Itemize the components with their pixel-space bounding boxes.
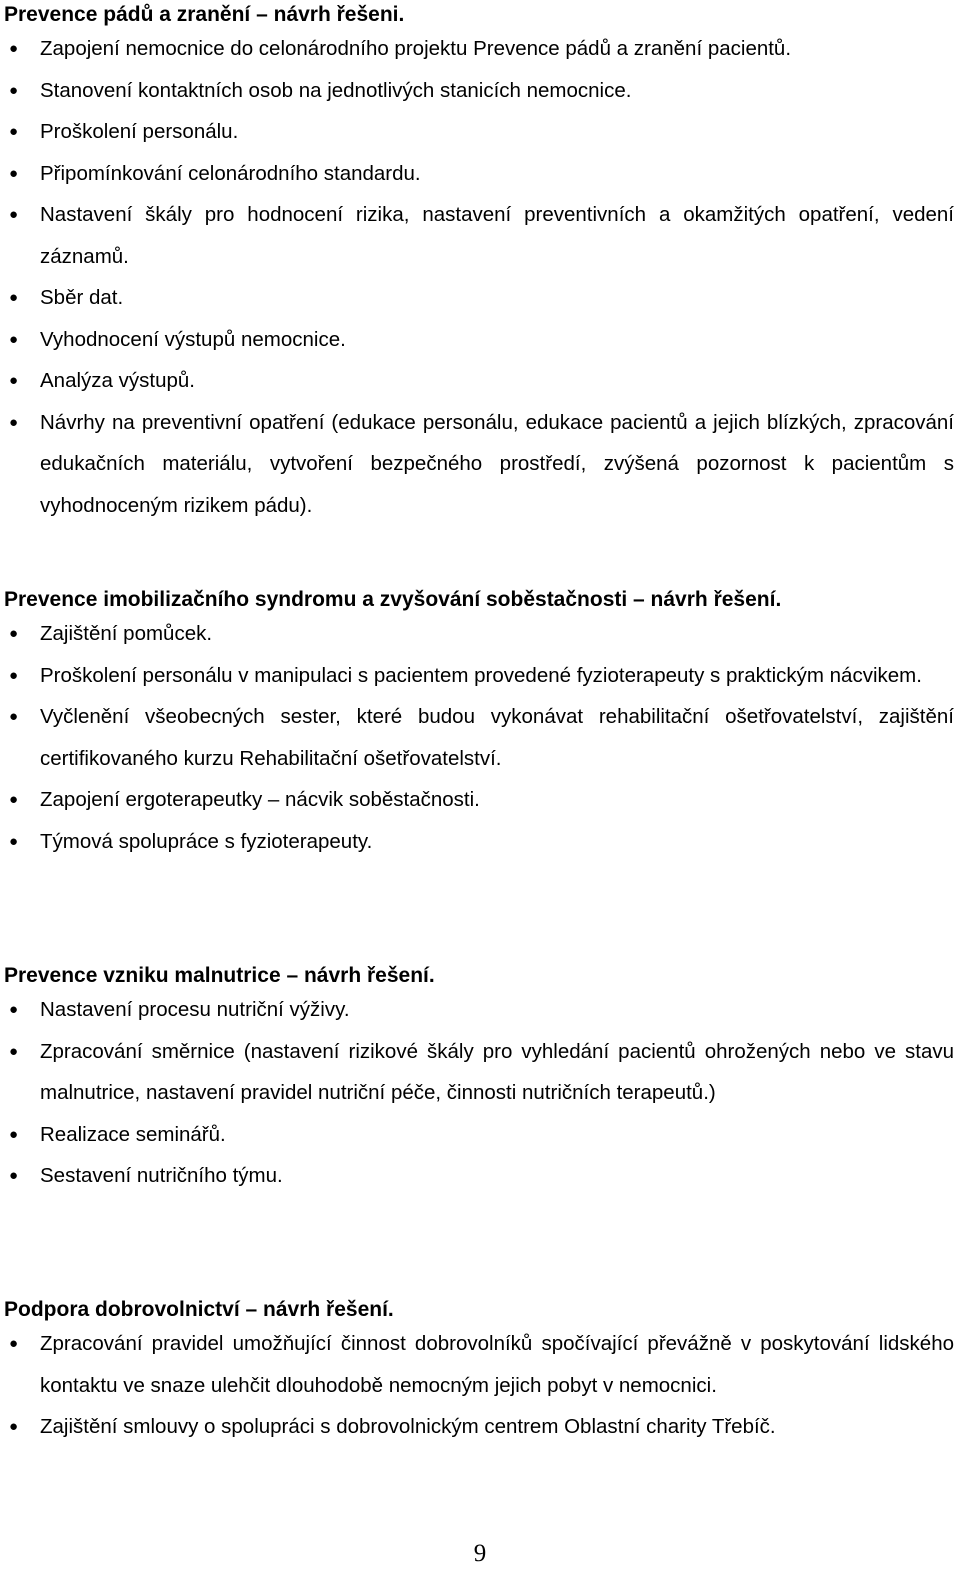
section-heading: Prevence imobilizačního syndromu a zvyšování soběstačnosti – návrh řešení. [4, 588, 782, 611]
bullet-list [4, 613, 954, 862]
list-item [4, 402, 954, 527]
list-item [4, 28, 954, 70]
list-item-text: Sběr dat. [40, 286, 124, 309]
bullet-icon: ● [9, 372, 19, 389]
section-heading: Prevence vzniku malnutrice – návrh řešení. [4, 964, 435, 987]
bullet-list [4, 989, 954, 1197]
list-item [4, 779, 954, 821]
list-item-text: Proškolení personálu v manipulaci s pacientem provedené fyzioterapeuty s praktickým nácvikem. [40, 663, 922, 687]
bullet-icon: ● [9, 666, 19, 684]
list-item-text: Zpracování směrnice (nastavení rizikové škály pro vyhledání pacientů ohrožených nebo ve stavu malnutrice, nastavení pravidel nutriční péče, činnosti nutričních terapeutů.) [40, 1039, 954, 1104]
bullet-list [4, 1323, 954, 1448]
list-item-text: Zpracování pravidel umožňující činnost dobrovolníků spočívající převážně v poskytování lidského kontaktu ve snaze ulehčit dlouhodobě nemocným jejich pobyt v nemocnici. [40, 1332, 954, 1397]
list-item-text: Nastavení procesu nutriční výživy. [40, 998, 350, 1021]
bullet-icon: ● [9, 1167, 19, 1184]
list-item [4, 194, 954, 277]
section-malnutrition-prevention [4, 963, 954, 1197]
bullet-icon: ● [9, 40, 19, 57]
list-item [4, 1155, 954, 1197]
list-item [4, 360, 954, 402]
list-item [4, 153, 954, 195]
list-item-text: Zapojení ergoterapeutky – nácvik soběstačnosti. [40, 788, 480, 811]
bullet-icon: ● [9, 289, 19, 306]
bullet-icon: ● [9, 1335, 19, 1352]
list-item [4, 277, 954, 319]
list-item-text: Sestavení nutričního týmu. [40, 1164, 283, 1187]
list-item [4, 111, 954, 153]
bullet-icon: ● [9, 330, 19, 348]
list-item-text: Stanovení kontaktních osob na jednotlivých stanicích nemocnice. [40, 78, 632, 102]
bullet-icon: ● [9, 1418, 19, 1435]
bullet-icon: ● [9, 791, 19, 808]
page-number: 9 [473, 1540, 487, 1567]
section-heading: Prevence pádů a zranění – návrh řešeni. [4, 3, 405, 26]
list-item-text: Nastavení škály pro hodnocení rizika, nastavení preventivních a okamžitých opatření, vedení záznamů. [40, 203, 954, 268]
section-fall-prevention [4, 2, 954, 526]
list-item [4, 1114, 954, 1156]
list-item [4, 1323, 954, 1406]
section-volunteering-support [4, 1297, 954, 1448]
list-item-text: Zajištění pomůcek. [40, 622, 213, 645]
list-item [4, 655, 954, 697]
list-item [4, 989, 954, 1031]
list-item-text: Vyhodnocení výstupů nemocnice. [40, 327, 346, 351]
section-immobilization-prevention [4, 587, 954, 862]
list-item [4, 319, 954, 361]
section-heading: Podpora dobrovolnictví – návrh řešení. [4, 1298, 394, 1321]
bullet-icon: ● [9, 164, 19, 182]
list-item [4, 613, 954, 655]
bullet-icon: ● [9, 123, 19, 140]
list-item [4, 696, 954, 779]
list-item-text: Připomínkování celonárodního standardu. [40, 161, 421, 185]
bullet-icon: ● [9, 625, 19, 642]
list-item-text: Analýza výstupů. [40, 369, 195, 392]
bullet-icon: ● [9, 1042, 19, 1060]
list-item-text: Zapojení nemocnice do celonárodního projektu Prevence pádů a zranění pacientů. [40, 37, 792, 60]
list-item-text: Realizace seminářů. [40, 1122, 226, 1146]
list-item [4, 70, 954, 112]
bullet-icon: ● [9, 81, 19, 99]
list-item-text: Proškolení personálu. [40, 120, 239, 143]
list-item-text: Zajištění smlouvy o spolupráci s dobrovolnickým centrem Oblastní charity Třebíč. [40, 1415, 776, 1438]
list-item [4, 1031, 954, 1114]
list-item-text: Návrhy na preventivní opatření (edukace personálu, edukace pacientů a jejich blízkých, zpracování edukačních materiálu, vytvoření bezpečného prostředí, zvýšená pozornost k pacientům s vyhodnoceným rizikem pádu). [40, 410, 954, 517]
bullet-icon: ● [9, 1125, 19, 1143]
list-item [4, 1406, 954, 1448]
bullet-icon: ● [9, 832, 19, 850]
list-item-text: Týmová spolupráce s fyzioterapeuty. [40, 829, 373, 853]
bullet-icon: ● [9, 708, 19, 725]
bullet-icon: ● [9, 1001, 19, 1018]
bullet-icon: ● [9, 413, 19, 431]
list-item [4, 821, 954, 863]
list-item-text: Vyčlenění všeobecných sester, které budou vykonávat rehabilitační ošetřovatelství, zajištění certifikovaného kurzu Rehabilitační ošetřovatelství. [40, 705, 954, 770]
bullet-icon: ● [9, 206, 19, 223]
bullet-list [4, 28, 954, 526]
